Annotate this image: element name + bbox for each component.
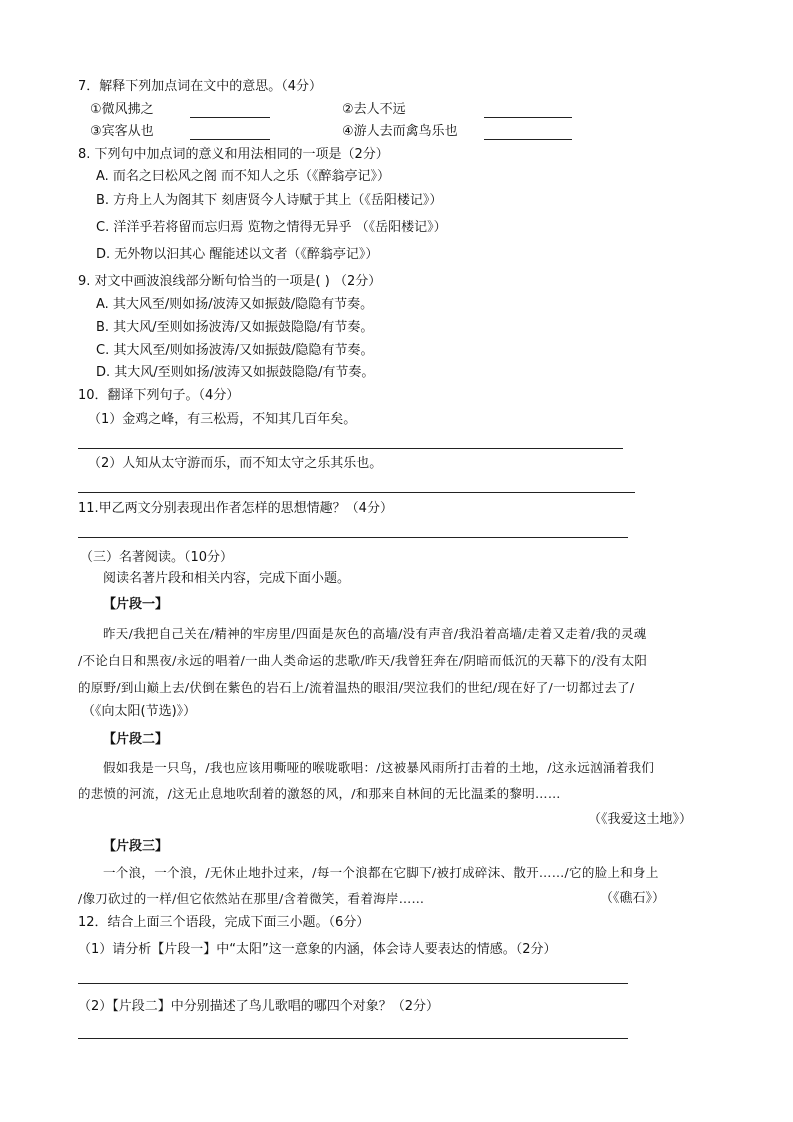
q12-sub-1: （1）请分析【片段一】中“太阳”这一意象的内涵，体会诗人要表达的情感。（2分）: [78, 942, 557, 957]
fragment2-line-2: 的悲愤的河流，/这无止息地吹刮着的激怒的风，/和那来自林间的无比温柔的黎明……: [78, 786, 561, 801]
q12-answer-line-1[interactable]: [78, 983, 628, 984]
q7-item-3: ③宾客从也: [90, 124, 154, 139]
q7-item-1: ①微风拂之: [90, 102, 154, 117]
q12-sub-2: （2）【片段二】中分别描述了鸟儿歌唱的哪四个对象？（2分）: [78, 999, 440, 1014]
fragment1-line-1: 昨天/我把自己关在/精神的牢房里/四面是灰色的高墙/没有声音/我沿着高墙/走着又走着/我的灵魂: [103, 626, 647, 641]
q10-sentence-2: （2）人知从太守游而乐，而不知太守之乐其乐也。: [88, 456, 383, 471]
section3-title: （三）名著阅读。（10分）: [80, 550, 234, 565]
q8-title: 8. 下列句中加点词的意义和用法相同的一项是（2分）: [78, 147, 389, 162]
q11-answer-line[interactable]: [78, 537, 628, 538]
q7-item-4: ④游人去而禽鸟乐也: [342, 124, 458, 139]
q7-answer-blank-1[interactable]: [190, 117, 270, 118]
q10-title: 10．翻译下列句子。（4分）: [78, 388, 240, 403]
q9-option-a: A. 其大风至/则如扬/波涛又如振鼓/隐隐有节奏。: [96, 297, 374, 312]
fragment3-line-1: 一个浪，一个浪，/无休止地扑过来，/每一个浪都在它脚下/被打成碎沫、散开……/它的脸上和身上: [103, 865, 659, 880]
q11-title: 11.甲乙两文分别表现出作者怎样的思想情趣？（4分）: [78, 501, 393, 516]
fragment2-label: 【片段二】: [103, 732, 169, 747]
fragment1-line-2: /不论白日和黑夜/永远的唱着/一曲人类命运的悲歌/昨天/我曾狂奔在/阴暗而低沉的天幕下的/没有太阳: [78, 653, 648, 668]
q7-answer-blank-3[interactable]: [190, 139, 270, 140]
q7-answer-blank-4[interactable]: [484, 139, 572, 140]
section3-intro: 阅读名著片段和相关内容，完成下面小题。: [103, 571, 351, 586]
q8-option-a: A. 而名之曰松风之阁 而不知人之乐（《醉翁亭记》）: [96, 169, 391, 184]
fragment2-source: （《我爱这土地》）: [588, 812, 693, 827]
q7-title: 7．解释下列加点词在文中的意思。（4分）: [78, 79, 323, 94]
fragment1-label: 【片段一】: [103, 597, 169, 612]
q10-answer-line-1[interactable]: [78, 448, 623, 449]
q10-answer-line-2[interactable]: [78, 492, 635, 493]
fragment3-label: 【片段三】: [103, 839, 169, 854]
fragment3-line-2: /像刀砍过的一样/但它依然站在那里/含着微笑，看着海岸……: [78, 891, 425, 906]
q7-answer-blank-2[interactable]: [484, 117, 572, 118]
q9-title: 9. 对文中画波浪线部分断句恰当的一项是( ) （2分）: [78, 274, 382, 289]
q12-title: 12．结合上面三个语段，完成下面三小题。（6分）: [78, 915, 370, 930]
q8-option-d: D. 无外物以汩其心 醒能述以文者（《醉翁亭记》）: [96, 247, 379, 262]
q9-option-d: D. 其大风/至则如扬/波涛又如振鼓隐隐/有节奏。: [96, 365, 375, 380]
q8-option-b: B. 方舟上人为阁其下 刻唐贤今人诗赋于其上（《岳阳楼记》）: [96, 193, 443, 208]
fragment2-line-1: 假如我是一只鸟，/我也应该用嘶哑的喉咙歌唱：/这被暴风雨所打击着的土地，/这永远汹涌着我们: [103, 760, 655, 775]
fragment1-line-3: 的原野/到山巅上去/伏倒在紫色的岩石上/流着温热的眼泪/哭泣我们的世纪/现在好了/一切都过去了/: [78, 680, 635, 695]
q10-sentence-1: （1）金鸡之峰，有三松焉，不知其几百年矣。: [88, 412, 357, 427]
q12-answer-line-2[interactable]: [78, 1038, 628, 1039]
fragment3-source: （《礁石》）: [600, 891, 666, 906]
q7-item-2: ②去人不远: [342, 102, 406, 117]
q9-option-c: C. 其大风至/则如扬波涛/又如振鼓/隐隐有节奏。: [96, 343, 374, 358]
fragment1-source: （《向太阳(节选)》）: [82, 704, 197, 719]
q9-option-b: B. 其大风/至则如扬波涛/又如振鼓隐隐/有节奏。: [96, 320, 374, 335]
q8-option-c: C. 洋洋乎若将留而忘归焉 览物之情得无异乎 （《岳阳楼记》）: [96, 220, 447, 235]
